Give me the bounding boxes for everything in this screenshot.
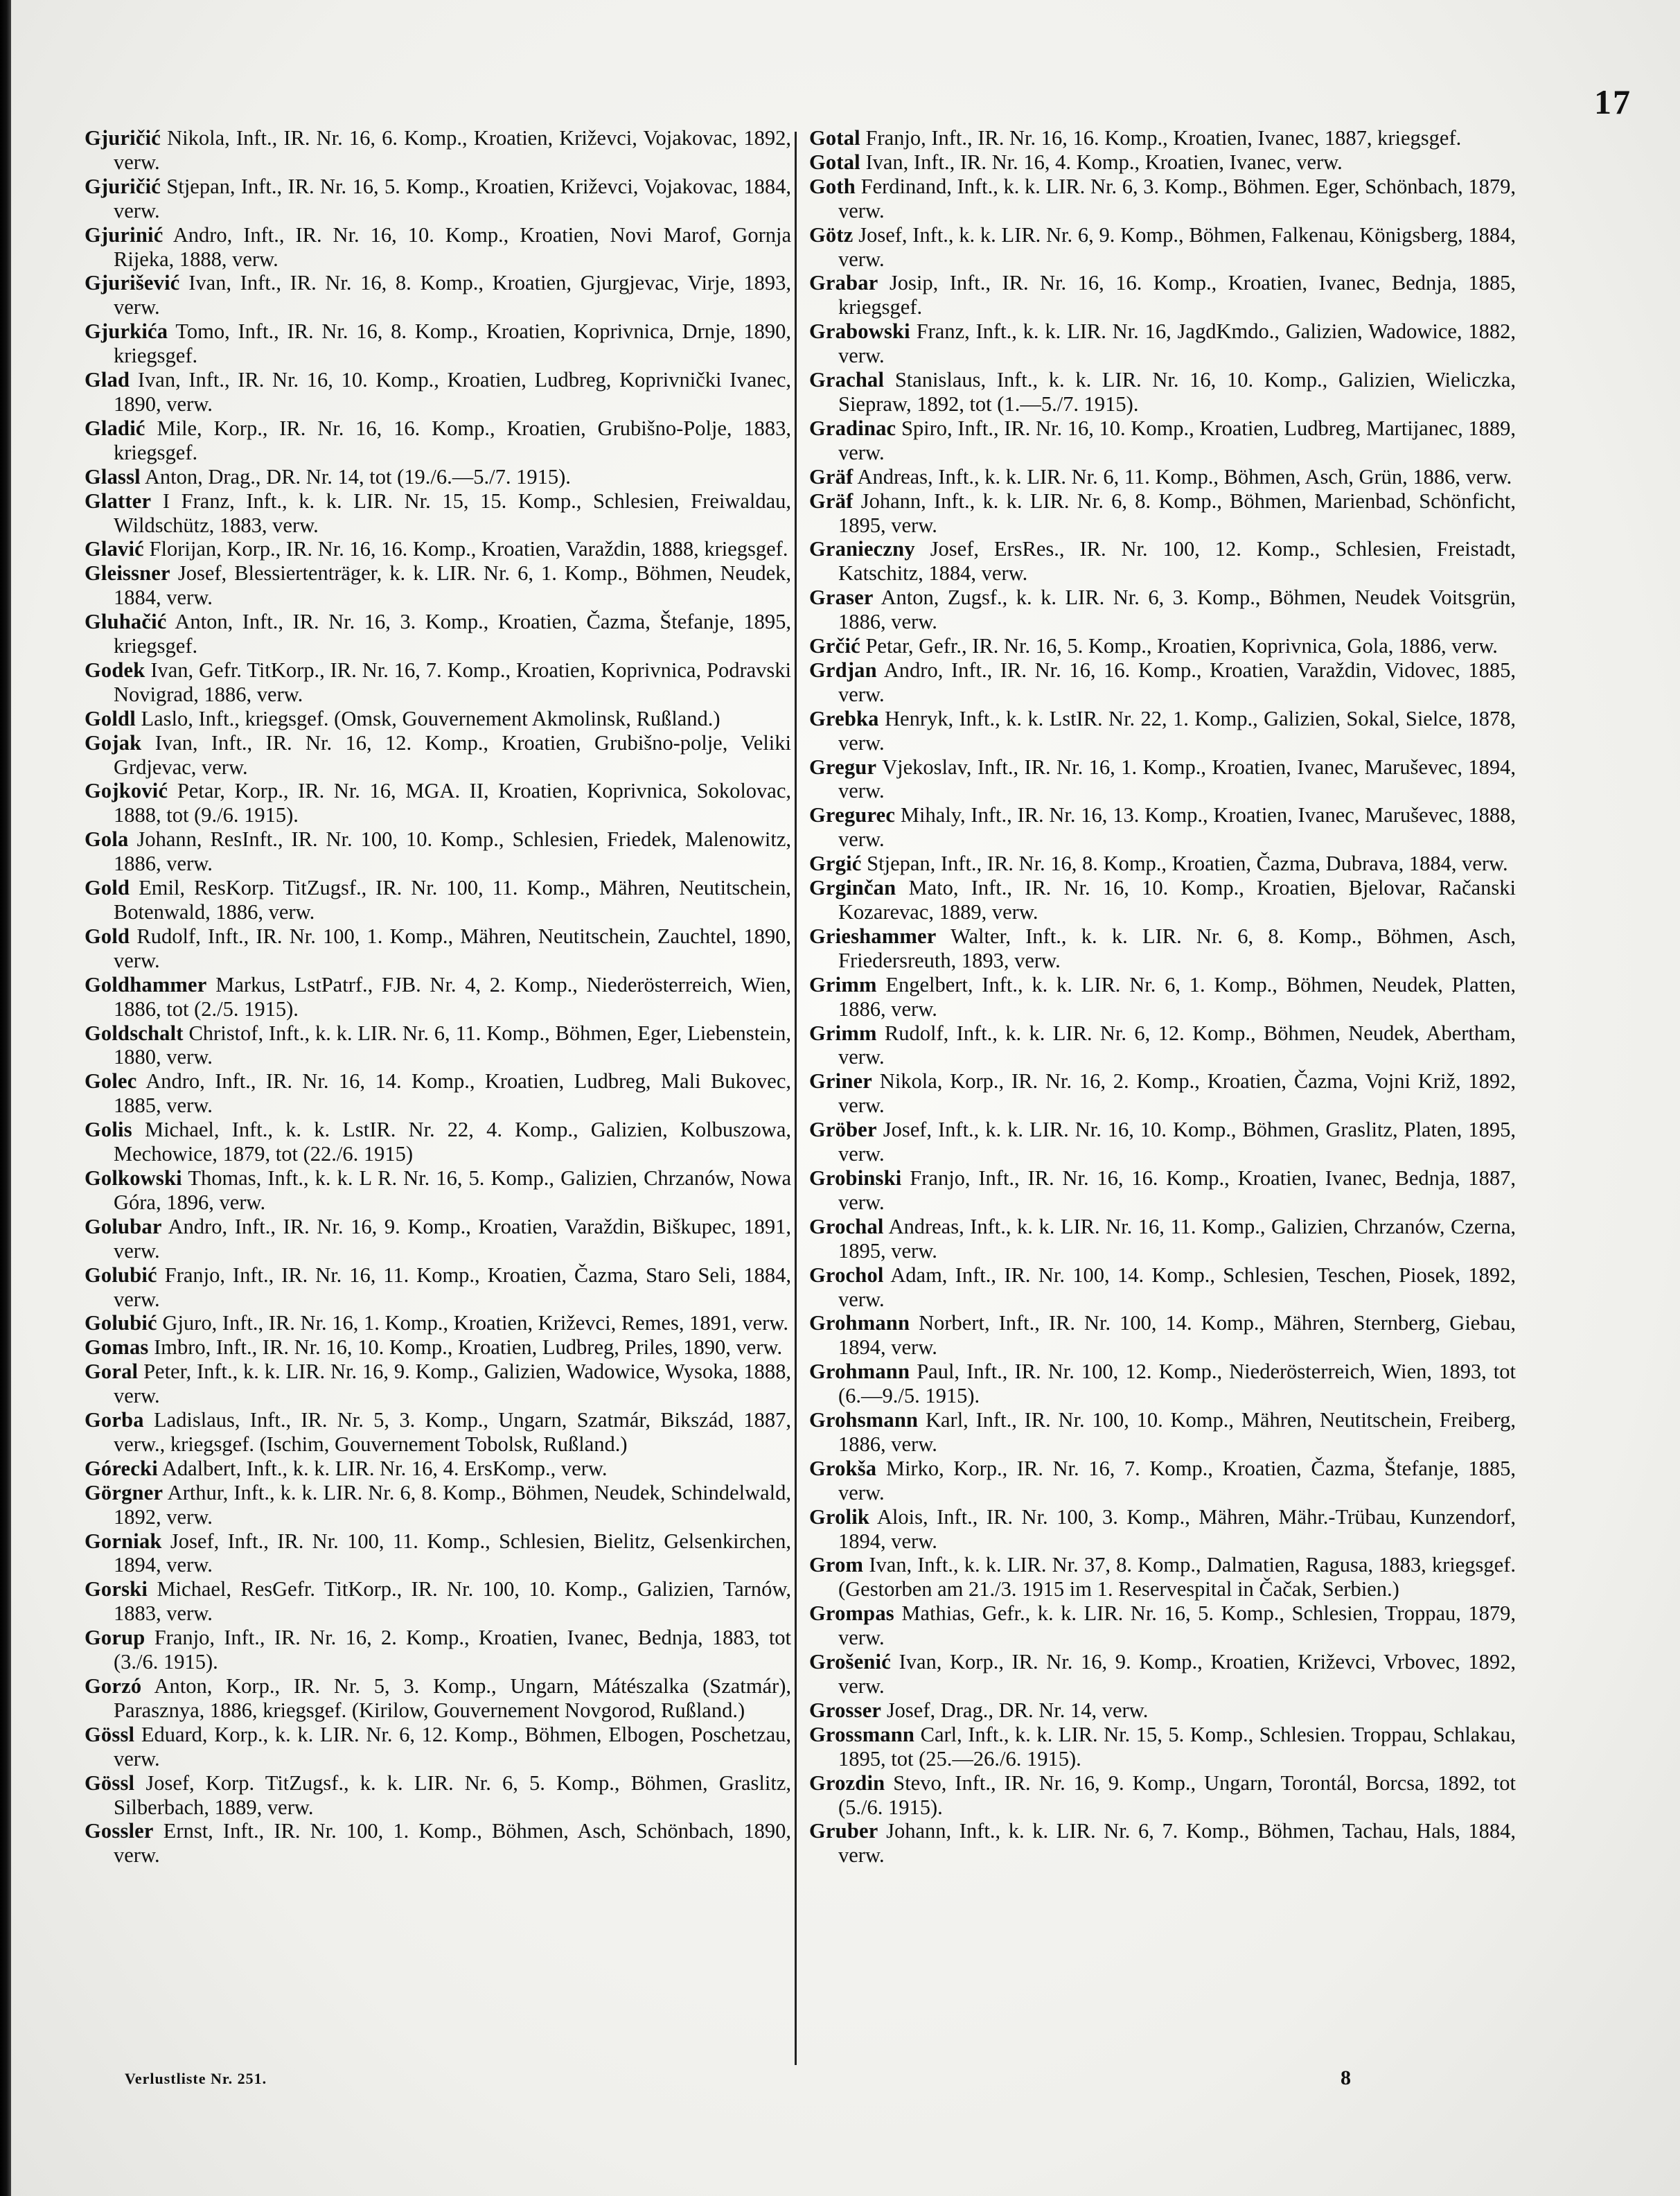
entry-details: Nikola, Korp., IR. Nr. 16, 2. Komp., Kroatien, Čazma, Vojni Križ, 1892, verw. [838,1069,1517,1118]
entry-details: Stjepan, Inft., IR. Nr. 16, 8. Komp., Kroatien, Čazma, Dubrava, 1884, verw. [867,852,1508,876]
entry-surname: Glad [85,368,130,392]
entry-surname: Granieczny [809,537,915,561]
entry-details: Josef, Blessiertenträger, k. k. LIR. Nr. 6, 1. Komp., Böhmen, Neudek, 1884, verw. [114,561,791,610]
entry-details: Vjekoslav, Inft., IR. Nr. 16, 1. Komp., Kroatien, Ivanec, Maruševec, 1894, verw. [838,755,1517,803]
entry-details: Anton, Zugsf., k. k. LIR. Nr. 6, 3. Komp., Böhmen, Neudek Voitsgrün, 1886, verw. [838,586,1516,634]
entry-details: Petar, Gefr., IR. Nr. 16, 5. Komp., Kroatien, Koprivnica, Gola, 1886, verw. [865,634,1498,658]
entry-surname: Goth [809,174,856,198]
entry-details: Ivan, Gefr. TitKorp., IR. Nr. 16, 7. Komp., Kroatien, Koprivnica, Podravski Novigrad, 1886, verw. [114,658,792,706]
list-entry [85,271,791,319]
list-entry [809,755,1516,804]
entry-details: Petar, Korp., IR. Nr. 16, MGA. II, Kroatien, Koprivnica, Sokolovac, 1888, tot (9./6. 1915). [114,779,792,827]
entry-surname: Grom [809,1553,864,1577]
list-entry [85,658,791,707]
entry-surname: Godek [85,658,145,682]
entry-details: Ladislaus, Inft., IR. Nr. 5, 3. Komp., Ungarn, Szatmár, Bikszád, 1887, verw., kriegsgef. (Ischim, Gouvernement Tobolsk, Rußland.) [114,1408,792,1456]
list-entry [85,1021,791,1070]
entry-surname: Gluhačić [85,610,167,634]
list-entry [85,1408,791,1457]
entry-surname: Gräf [809,464,854,489]
entry-details: Johann, Inft., k. k. LIR. Nr. 6, 7. Komp., Böhmen, Tachau, Hals, 1884, verw. [838,1819,1516,1868]
list-entry [85,1819,791,1868]
entry-details: Rudolf, Inft., k. k. LIR. Nr. 6, 12. Komp., Böhmen, Neudek, Abertham, verw. [838,1021,1516,1069]
list-entry [85,368,791,416]
list-entry [809,1215,1516,1263]
entry-details: Andro, Inft., IR. Nr. 16, 16. Komp., Kroatien, Varaždin, Vidovec, 1885, verw. [838,658,1516,706]
list-entry [809,416,1516,465]
list-entry [809,271,1516,319]
list-entry [809,707,1516,755]
entry-surname: Graser [809,586,874,610]
list-entry [85,1335,791,1360]
list-entry [809,658,1516,707]
entry-details: Walter, Inft., k. k. LIR. Nr. 6, 8. Komp., Böhmen, Asch, Friedersreuth, 1893, verw. [838,924,1516,972]
entry-details: Norbert, Inft., IR. Nr. 100, 14. Komp., Mähren, Sternberg, Giebau, 1894, verw. [838,1311,1517,1360]
entry-details: Josef, Korp. TitZugsf., k. k. LIR. Nr. 6, 5. Komp., Böhmen, Graslitz, Silberbach, 1889, verw. [114,1771,792,1819]
entry-details: Johann, ResInft., IR. Nr. 100, 10. Komp., Schlesien, Friedek, Malenowitz, 1886, verw. [114,827,792,876]
entry-details: Stevo, Inft., IR. Nr. 16, 9. Komp., Ungarn, Torontál, Borcsa, 1892, tot (5./6. 1915). [838,1771,1517,1819]
entry-surname: Golkowski [85,1166,182,1190]
list-entry [809,586,1516,634]
list-entry [809,803,1516,852]
entry-surname: Gössl [85,1771,135,1795]
entry-details: Stjepan, Inft., IR. Nr. 16, 5. Komp., Kroatien, Križevci, Vojakovac, 1884, verw. [114,174,792,222]
list-entry [85,731,791,780]
list-entry [85,1263,791,1312]
entry-surname: Goldhammer [85,972,207,996]
list-entry [85,1360,791,1408]
list-entry [85,175,791,223]
list-entry [85,416,791,465]
list-entry [85,465,791,489]
entry-surname: Glassl [85,464,141,489]
entry-surname: Grozdin [809,1771,885,1795]
entry-details: Andro, Inft., IR. Nr. 16, 14. Komp., Kroatien, Ludbreg, Mali Bukovec, 1885, verw. [114,1069,791,1118]
entry-details: Johann, Inft., k. k. LIR. Nr. 6, 8. Komp., Böhmen, Marienbad, Schönficht, 1895, verw. [838,489,1517,537]
list-entry [85,1166,791,1215]
list-entry [809,634,1516,658]
entry-details: Florijan, Korp., IR. Nr. 16, 16. Komp., Kroatien, Varaždin, 1888, kriegsgef. [149,537,788,561]
entry-details: Anton, Inft., IR. Nr. 16, 3. Komp., Kroatien, Čazma, Štefanje, 1895, kriegsgef. [114,610,791,658]
list-entry [809,1457,1516,1505]
list-entry [809,973,1516,1021]
entry-details: Mihaly, Inft., IR. Nr. 16, 13. Komp., Kroatien, Ivanec, Maruševec, 1888, verw. [838,803,1516,852]
list-entry [809,852,1516,876]
entry-details: Anton, Drag., DR. Nr. 14, tot (19./6.—5./7. 1915). [144,464,571,489]
list-entry [85,126,791,175]
entry-details: Gjuro, Inft., IR. Nr. 16, 1. Komp., Kroatien, Križevci, Remes, 1891, verw. [162,1311,788,1335]
entry-details: Engelbert, Inft., k. k. LIR. Nr. 6, 1. Komp., Böhmen, Neudek, Platten, 1886, verw. [838,972,1516,1021]
entry-details: Eduard, Korp., k. k. LIR. Nr. 6, 12. Komp., Böhmen, Elbogen, Poschetzau, verw. [114,1722,792,1771]
list-entry [85,924,791,973]
entry-surname: Grompas [809,1601,894,1626]
list-entry [809,537,1516,586]
entry-surname: Gräf [809,489,854,513]
entry-surname: Grohsmann [809,1408,919,1432]
entry-surname: Grabar [809,271,878,295]
entry-details: Andreas, Inft., k. k. LIR. Nr. 6, 11. Komp., Böhmen, Asch, Grün, 1886, verw. [857,464,1512,489]
entry-surname: Gola [85,827,129,852]
list-entry [85,1311,791,1335]
list-entry [809,126,1516,150]
entry-surname: Grosser [809,1698,882,1722]
entry-surname: Gotal [809,126,860,150]
entry-surname: Gjuričić [85,174,161,198]
entry-surname: Grachal [809,368,885,392]
entry-surname: Grimm [809,1021,877,1045]
entry-surname: Goldschalt [85,1021,184,1045]
list-entry [85,1069,791,1118]
entry-surname: Gold [85,876,130,900]
footer-sheet-mark: 8 [1341,2066,1351,2089]
entry-surname: Glavić [85,537,144,561]
list-entry [809,1553,1516,1601]
entry-surname: Golis [85,1118,132,1142]
list-entry [809,1771,1516,1820]
entry-details: Josef, Drag., DR. Nr. 14, verw. [886,1698,1149,1722]
entry-details: Imbro, Inft., IR. Nr. 16, 10. Komp., Kroatien, Ludbreg, Priles, 1890, verw. [154,1335,783,1360]
entry-surname: Gorzó [85,1674,142,1698]
entry-details: Laslo, Inft., kriegsgef. (Omsk, Gouvernement Akmolinsk, Rußland.) [141,706,720,730]
list-entry [85,1577,791,1626]
list-entry [809,1118,1516,1166]
list-entry [809,1505,1516,1554]
entry-details: Ivan, Korp., IR. Nr. 16, 9. Komp., Kroatien, Križevci, Vrbovec, 1892, verw. [838,1650,1517,1698]
entry-surname: Grochal [809,1214,884,1238]
list-entry [85,1723,791,1771]
list-entry [809,1601,1516,1650]
entry-details: Josip, Inft., IR. Nr. 16, 16. Komp., Kroatien, Ivanec, Bednja, 1885, kriegsgef. [838,271,1517,319]
list-entry [809,1408,1516,1457]
list-entry [809,1698,1516,1723]
list-entry [85,489,791,538]
entry-surname: Gössl [85,1722,135,1746]
entry-details: Mile, Korp., IR. Nr. 16, 16. Komp., Kroatien, Grubišno-Polje, 1883, kriegsgef. [114,416,792,464]
list-entry [85,1118,791,1166]
entry-details: Christof, Inft., k. k. LIR. Nr. 6, 11. Komp., Böhmen, Eger, Liebenstein, 1880, verw. [114,1021,791,1069]
entry-surname: Gorski [85,1577,148,1601]
list-entry [809,1819,1516,1868]
list-entry [85,707,791,731]
entry-details: Ernst, Inft., IR. Nr. 100, 1. Komp., Böhmen, Asch, Schönbach, 1890, verw. [114,1819,791,1868]
list-entry [85,561,791,610]
entry-details: Stanislaus, Inft., k. k. LIR. Nr. 16, 10. Komp., Galizien, Wieliczka, Sieprаw, 1892, tot (1.—5./7. 1915). [838,368,1517,416]
entry-details: Ivan, Inft., k. k. LIR. Nr. 37, 8. Komp., Dalmatien, Ragusa, 1883, kriegsgef. (Gestorben am 21./3. 1915 im 1. Reservespital in Čačak, Serbien.) [838,1553,1516,1601]
entry-details: Peter, Inft., k. k. LIR. Nr. 16, 9. Komp., Galizien, Wadowice, Wysoka, 1888, verw. [114,1360,791,1408]
entry-surname: Grobinski [809,1166,902,1190]
list-entry [85,1626,791,1674]
entry-surname: Gregurec [809,803,896,827]
footer-list-label: Verlustliste Nr. 251. [125,2070,267,2087]
right-column [809,126,1516,1868]
entry-surname: Gotal [809,150,860,174]
list-entry [809,150,1516,175]
entry-surname: Gleissner [85,561,170,586]
entry-surname: Górecki [85,1456,158,1480]
entry-surname: Gjurinić [85,222,163,247]
list-entry [85,1771,791,1820]
entry-details: Andro, Inft., IR. Nr. 16, 9. Komp., Kroatien, Varaždin, Biškupec, 1891, verw. [114,1214,791,1263]
entry-surname: Gruber [809,1819,878,1843]
entry-details: Andro, Inft., IR. Nr. 16, 10. Komp., Kroatien, Novi Marof, Gornja Rijeka, 1888, verw. [114,222,791,271]
entry-details: Franjo, Inft., IR. Nr. 16, 11. Komp., Kroatien, Čazma, Staro Seli, 1884, verw. [114,1263,792,1311]
entry-surname: Grohmann [809,1311,910,1335]
list-entry [85,319,791,368]
list-entry [85,537,791,561]
entry-details: Adalbert, Inft., k. k. LIR. Nr. 16, 4. ErsKomp., verw. [161,1456,608,1480]
entry-details: Franjo, Inft., IR. Nr. 16, 2. Komp., Kroatien, Ivanec, Bednja, 1883, tot (3./6. 1915). [114,1626,792,1674]
entry-details: Franjo, Inft., IR. Nr. 16, 16. Komp., Kroatien, Ivanec, Bednja, 1887, verw. [838,1166,1516,1214]
list-entry [809,175,1516,223]
entry-details: Karl, Inft., IR. Nr. 100, 10. Komp., Mähren, Neutitschein, Freiberg, 1886, verw. [838,1408,1516,1456]
list-entry [809,223,1516,272]
entry-details: I Franz, Inft., k. k. LIR. Nr. 15, 15. Komp., Schlesien, Freiwaldau, Wildschütz, 1883, verw. [114,489,791,537]
list-entry [809,319,1516,368]
entry-surname: Grošenić [809,1650,891,1674]
list-entry [809,1360,1516,1408]
entry-surname: Grossmann [809,1722,915,1746]
entry-surname: Gojković [85,779,168,803]
entry-surname: Görgner [85,1480,163,1504]
entry-details: Josef, Inft., k. k. LIR. Nr. 16, 10. Komp., Böhmen, Graslitz, Platen, 1895, verw. [838,1118,1517,1166]
entry-surname: Goldl [85,706,136,730]
entry-surname: Golubar [85,1214,162,1238]
entry-details: Adam, Inft., IR. Nr. 100, 14. Komp., Schlesien, Teschen, Piosek, 1892, verw. [838,1263,1516,1311]
entry-surname: Gojak [85,730,142,755]
entry-surname: Griner [809,1069,872,1093]
entry-details: Mathias, Gefr., k. k. LIR. Nr. 16, 5. Komp., Schlesien, Troppau, 1879, verw. [838,1601,1517,1650]
list-entry [809,1069,1516,1118]
list-entry [85,1481,791,1529]
list-entry [809,876,1516,924]
entry-surname: Grokša [809,1456,877,1480]
list-entry [809,368,1516,416]
entry-surname: Gjurišević [85,271,180,295]
list-entry [85,1529,791,1578]
entry-surname: Gjuričić [85,126,161,150]
list-entry [809,1723,1516,1771]
entry-surname: Gladić [85,416,145,440]
list-entry [809,1650,1516,1698]
entry-details: Ivan, Inft., IR. Nr. 16, 12. Komp., Kroatien, Grubišno-polje, Veliki Grdjevac, verw. [114,730,792,779]
left-column [85,126,791,1868]
entry-surname: Grčić [809,634,860,658]
entry-surname: Grimm [809,972,877,996]
list-entry [809,1166,1516,1215]
entry-details: Emil, ResKorp. TitZugsf., IR. Nr. 100, 11. Komp., Mähren, Neutitschein, Botenwald, 1886, verw. [114,876,791,924]
list-entry [809,1021,1516,1070]
list-entry [85,779,791,827]
entry-surname: Grabowski [809,319,910,344]
list-entry [85,223,791,272]
entry-surname: Golec [85,1069,137,1093]
list-entry [85,1215,791,1263]
entry-surname: Gomas [85,1335,149,1360]
entry-surname: Goral [85,1360,139,1384]
page-number: 17 [1594,82,1632,121]
entry-surname: Grolik [809,1504,870,1529]
list-entry [809,465,1516,489]
entry-details: Henryk, Inft., k. k. LstIR. Nr. 22, 1. Komp., Galizien, Sokal, Sielce, 1878, verw. [838,706,1517,755]
entry-surname: Gregur [809,755,877,779]
entry-surname: Grebka [809,706,879,730]
list-entry [85,973,791,1021]
entry-details: Anton, Korp., IR. Nr. 5, 3. Komp., Ungarn, Mátészalka (Szatmár), Parasznya, 1886, kriegsgef. (Kirilow, Gouvernement Novgorod, Rußland.) [114,1674,791,1722]
entry-details: Spiro, Inft., IR. Nr. 16, 10. Komp., Kroatien, Ludbreg, Martijanec, 1889, verw. [838,416,1516,464]
binding-spine [0,0,11,2196]
entry-surname: Grohmann [809,1360,910,1384]
entry-details: Arthur, Inft., k. k. LIR. Nr. 6, 8. Komp., Böhmen, Neudek, Schindelwald, 1892, verw. [114,1480,791,1529]
list-entry [809,1311,1516,1360]
list-entry [809,924,1516,973]
entry-surname: Gröber [809,1118,877,1142]
entry-details: Michael, Inft., k. k. LstIR. Nr. 22, 4. Komp., Galizien, Kolbuszowa, Mechowice, 1879, tot (22./6. 1915) [114,1118,791,1166]
entry-surname: Gorba [85,1408,144,1432]
entry-surname: Gjurkića [85,319,168,344]
entry-details: Mirko, Korp., IR. Nr. 16, 7. Komp., Kroatien, Čazma, Štefanje, 1885, verw. [838,1456,1517,1504]
entry-surname: Gold [85,924,130,948]
column-divider [795,132,797,2065]
entry-surname: Grieshammer [809,924,937,948]
entry-details: Franjo, Inft., IR. Nr. 16, 16. Komp., Kroatien, Ivanec, 1887, kriegsgef. [865,126,1462,150]
entry-surname: Grgić [809,852,862,876]
entry-details: Nikola, Inft., IR. Nr. 16, 6. Komp., Kroatien, Križevci, Vojakovac, 1892, verw. [114,126,791,174]
entry-details: Alois, Inft., IR. Nr. 100, 3. Komp., Mähren, Mähr.-Trübau, Kunzendorf, 1894, verw. [838,1504,1516,1553]
entry-details: Josef, Inft., IR. Nr. 100, 11. Komp., Schlesien, Bielitz, Gelsenkirchen, 1894, verw. [114,1529,792,1577]
list-entry [85,1674,791,1723]
entry-surname: Gorup [85,1626,145,1650]
entry-details: Ferdinand, Inft., k. k. LIR. Nr. 6, 3. Komp., Böhmen. Eger, Schönbach, 1879, verw. [838,174,1517,222]
entry-surname: Golubić [85,1311,157,1335]
list-entry [85,610,791,658]
entry-surname: Gossler [85,1819,154,1843]
entry-surname: Golubić [85,1263,157,1287]
entry-details: Tomo, Inft., IR. Nr. 16, 8. Komp., Kroatien, Koprivnica, Drnje, 1890, kriegsgef. [114,319,791,368]
entry-details: Thomas, Inft., k. k. L R. Nr. 16, 5. Komp., Galizien, Chrzanów, Nowa Góra, 1896, verw. [114,1166,791,1214]
entry-surname: Grochol [809,1263,884,1287]
entry-details: Ivan, Inft., IR. Nr. 16, 4. Komp., Kroatien, Ivanec, verw. [865,150,1343,174]
entry-details: Josef, ErsRes., IR. Nr. 100, 12. Komp., Schlesien, Freistadt, Katschitz, 1884, verw. [838,537,1517,586]
entry-details: Mato, Inft., IR. Nr. 16, 10. Komp., Kroatien, Bjelovar, Račanski Kozarevac, 1889, verw. [838,876,1516,924]
entry-details: Rudolf, Inft., IR. Nr. 100, 1. Komp., Mähren, Neutitschein, Zauchtel, 1890, verw. [114,924,791,972]
entry-surname: Glatter [85,489,152,513]
list-entry [85,827,791,876]
entry-details: Franz, Inft., k. k. LIR. Nr. 16, JagdKmdo., Galizien, Wadowice, 1882, verw. [838,319,1516,368]
entry-details: Ivan, Inft., IR. Nr. 16, 8. Komp., Kroatien, Gjurgjevac, Virje, 1893, verw. [114,271,791,319]
entry-details: Carl, Inft., k. k. LIR. Nr. 15, 5. Komp., Schlesien. Troppau, Schlakau, 1895, tot (25.—26./6. 1915). [838,1722,1517,1771]
entry-surname: Grginčan [809,876,896,900]
list-entry [809,489,1516,538]
list-entry [85,876,791,924]
entry-surname: Grdjan [809,658,877,682]
entry-details: Paul, Inft., IR. Nr. 100, 12. Komp., Niederösterreich, Wien, 1893, tot (6.—9./5. 1915). [838,1360,1517,1408]
entry-details: Andreas, Inft., k. k. LIR. Nr. 16, 11. Komp., Galizien, Chrzanów, Czerna, 1895, verw. [838,1214,1516,1263]
entry-details: Markus, LstPatrf., FJB. Nr. 4, 2. Komp., Niederösterreich, Wien, 1886, tot (2./5. 1915). [114,972,792,1021]
entry-surname: Gradinac [809,416,896,440]
entry-surname: Götz [809,222,854,247]
list-entry [85,1457,791,1481]
entry-details: Josef, Inft., k. k. LIR. Nr. 6, 9. Komp., Böhmen, Falkenau, Königsberg, 1884, verw. [838,222,1516,271]
list-entry [809,1263,1516,1312]
entry-surname: Gorniak [85,1529,162,1553]
entry-details: Michael, ResGefr. TitKorp., IR. Nr. 100, 10. Komp., Galizien, Tarnów, 1883, verw. [114,1577,792,1626]
entry-details: Ivan, Inft., IR. Nr. 16, 10. Komp., Kroatien, Ludbreg, Koprivnički Ivanec, 1890, verw. [114,368,791,416]
